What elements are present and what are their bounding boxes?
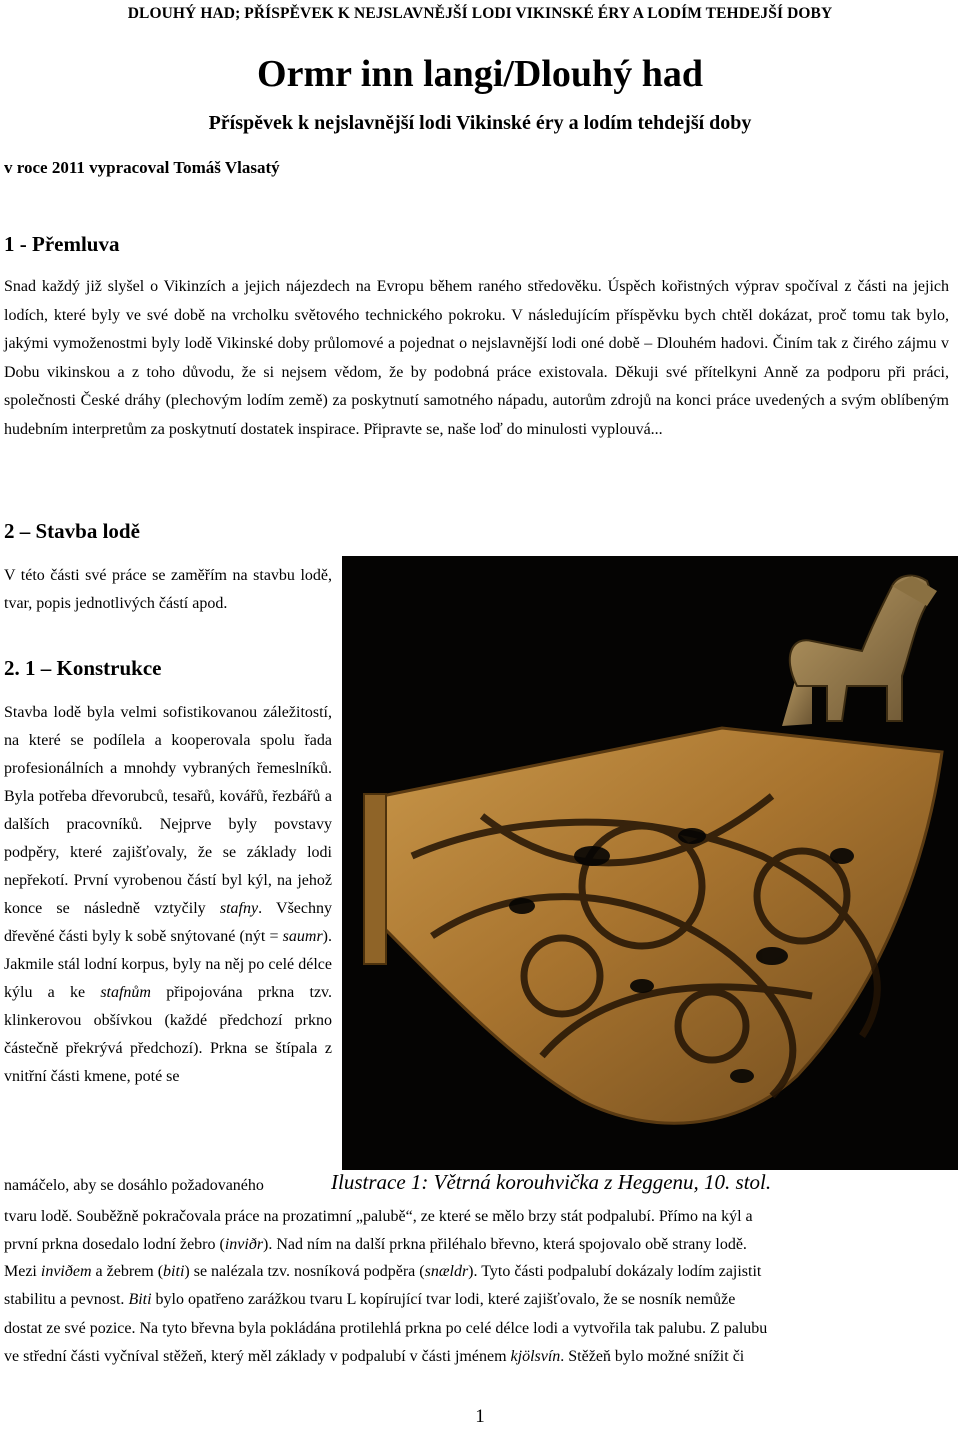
section-heading-stavba-lode: 2 – Stavba lodě xyxy=(4,519,140,543)
section-heading-premluva: 1 - Přemluva xyxy=(4,232,120,256)
section-paragraph-premluva: Snad každý již slyšel o Vikinzích a jejich nájezdech na Evropu během raného středověku. Úspěch kořistných výprav spočíval z části na jejich lodích, které byly ve své době na vrcholku světového technického pokroku. V následujícím příspěvku bych chtěl dokázat, proč tomu tak bylo, jakými vymoženostmi byly lodě Vikinské doby průlomové a pojednat o nejslavnější lodi oné době – Dlouhém hadovi. Činím tak z čirého zájmu v Dobu vikinskou a z toho důvodu, že si nejsem vědom, že by podobná práce existovala. Děkuji své přítelkyni Anně za podporu při práci, společnosti České dráhy (plechovým lodím země) za poskytnutí samotného nápadu, autorům zdrojů na konci práce uvedených a svým oblíbeným hudebním interpretům za poskytnutí dostatek inspirace. Připravte se, naše loď do minulosti vyplouvá... xyxy=(4,278,949,438)
document-title: Ormr inn langi/Dlouhý had xyxy=(257,53,703,95)
column-last-line: namáčelo, aby se dosáhlo požadovaného xyxy=(4,1177,264,1194)
weathervane-illustration xyxy=(342,556,958,1170)
column-paragraph-konstrukce: Stavba lodě byla velmi sofistikovanou záležitostí, na které se podílela a kooperovala spolu řada profesionálních a mnohdy vybraných řemeslníků. Byla potřeba dřevorubců, tesařů, kovářů, řezbářů a dalších pracovníků. Nejprve byly povstavy podpěry, které zajišťovaly, že se základy lodi nepřekotí. První vyrobenou částí byl kýl, na jehož konce se následně vztyčily stafny. Všechny dřevěné části byly k sobě snýtované (nýt = saumr). Jakmile stál lodní korpus, byly na něj po celé délce kýlu a ke stafnům připojována prkna tzv. klinkerovou obšívkou (každé předchozí prkno částečně překrývá předchozí). Prkna se štípala z vnitřní části kmene, poté se xyxy=(4,704,332,1085)
document-subtitle: Příspěvek k nejslavnější lodi Vikinské éry a lodím tehdejší doby xyxy=(208,112,752,134)
continuation-line: první prkna dosedalo lodní žebro (inviðr). Nad ním na další prkna přiléhalo břevno, která spojovalo obě strany lodě. xyxy=(4,1236,747,1253)
section-intro-paragraph: V této části své práce se zaměřím na stavbu lodě, tvar, popis jednotlivých částí apod. xyxy=(4,567,332,612)
continuation-line: dostat ze své pozice. Na tyto břevna byla pokládána protilehlá prkna po celé délce lodi a vytvořila tak palubu. Z palubu xyxy=(4,1320,768,1337)
weathervane-photo xyxy=(342,556,958,1170)
subsection-heading-konstrukce: 2. 1 – Konstrukce xyxy=(4,656,162,680)
continuation-line: tvaru lodě. Souběžně pokračovala práce na prozatimní „palubě“, ze které se mělo brzy stát podpalubí. Přímo na kýl a xyxy=(4,1208,753,1225)
running-header: DLOUHÝ HAD; PŘÍSPĚVEK K NEJSLAVNĚJŠÍ LODI VIKINSKÉ ÉRY A LODÍM TEHDEJŠÍ DOBY xyxy=(127,5,833,22)
continuation-line: ve střední části vyčníval stěžeň, který měl základy v podpalubí v části jménem kjölsvín. Stěžeň bylo možné snížit či xyxy=(4,1348,745,1365)
figure-caption: Ilustrace 1: Větrná korouhvička z Heggenu, 10. stol. xyxy=(331,1170,772,1194)
continuation-line: Mezi inviðem a žebrem (biti) se nalézala tzv. nosníková podpěra (snældr). Tyto části podpalubí dokázaly lodím zajistit xyxy=(4,1263,762,1280)
page-number: 1 xyxy=(475,1406,485,1427)
continuation-line: stabilitu a pevnost. Biti bylo opatřeno zarážkou tvaru L kopírující tvar lodi, které zajišťovalo, že se nosník nemůže xyxy=(4,1291,736,1308)
author-line: v roce 2011 vypracoval Tomáš Vlasatý xyxy=(4,158,280,177)
